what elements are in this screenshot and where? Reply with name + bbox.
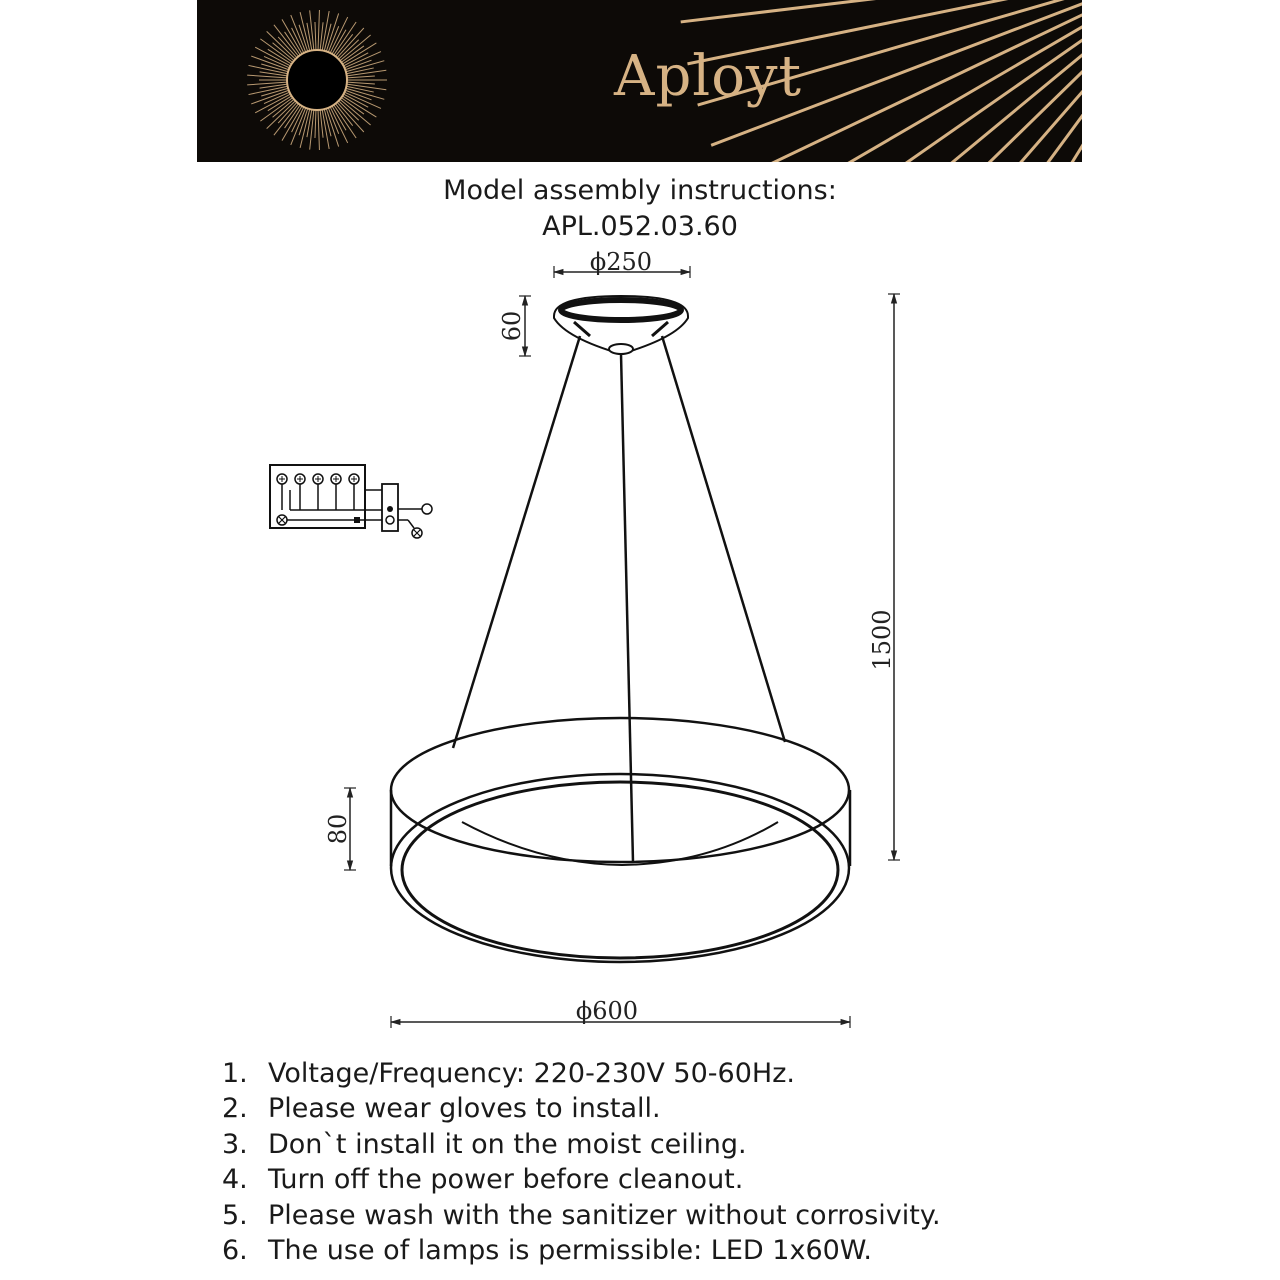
brand-name: Aployt: [614, 44, 803, 109]
note-number: 1.: [222, 1058, 248, 1089]
note-text: Turn off the power before cleanout.: [268, 1164, 744, 1196]
note-text: Please wash with the sanitizer without corrosivity.: [268, 1199, 941, 1231]
note-item: [222, 1162, 941, 1197]
ceiling-canopy: [554, 296, 688, 354]
note-number: 6.: [222, 1235, 248, 1267]
note-text: Don`t install it on the moist ceiling.: [268, 1128, 747, 1160]
ring-diameter-label: ϕ600: [575, 997, 639, 1025]
note-item: [222, 1198, 941, 1233]
canopy-diameter-dimension: [554, 248, 690, 278]
note-item: [222, 1233, 941, 1268]
note-item: [222, 1056, 941, 1091]
instruction-notes: [222, 1056, 941, 1268]
note-text: Voltage/Frequency: 220-230V 50-60Hz.: [268, 1058, 795, 1089]
note-number: 3.: [222, 1128, 248, 1160]
note-text: Please wear gloves to install.: [268, 1093, 661, 1125]
ring-height-dimension: [324, 788, 356, 870]
canopy-diameter-label: ϕ250: [589, 248, 653, 276]
note-number: 2.: [222, 1093, 248, 1125]
note-item: [222, 1127, 941, 1162]
canopy-height-dimension: [498, 296, 531, 356]
terminal-block-wiring-icon: [270, 465, 432, 538]
ring-fixture: [391, 718, 850, 962]
note-number: 4.: [222, 1164, 248, 1196]
note-number: 5.: [222, 1199, 248, 1231]
note-text: The use of lamps is permissible: LED 1x60W.: [268, 1235, 872, 1267]
ring-height-label: 80: [324, 813, 352, 845]
ring-diameter-dimension: [391, 997, 850, 1028]
total-height-dimension: [868, 294, 900, 860]
model-number: APL.052.03.60: [542, 211, 738, 242]
total-height-label: 1500: [868, 609, 896, 671]
note-item: [222, 1091, 941, 1126]
canopy-height-label: 60: [498, 310, 526, 342]
instructions-title: Model assembly instructions:: [443, 175, 837, 206]
